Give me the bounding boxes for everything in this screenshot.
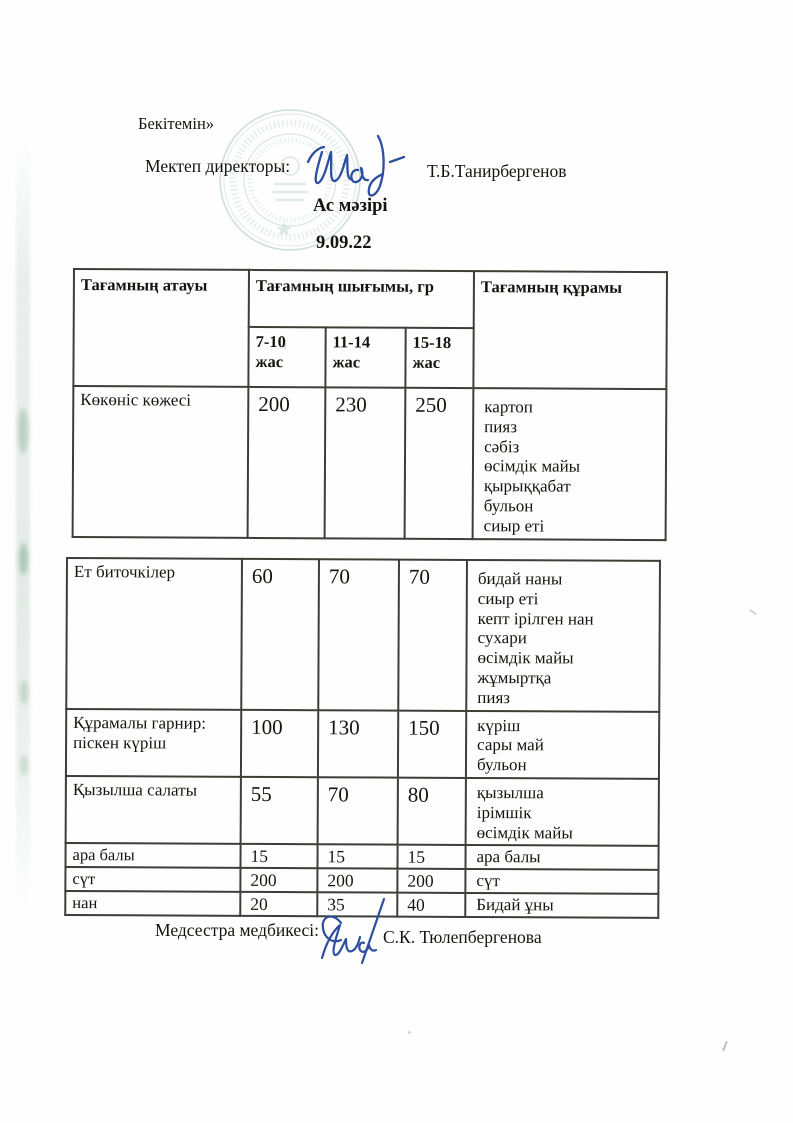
scan-speck xyxy=(722,1041,728,1051)
grams-7-10-cell: 200 xyxy=(240,868,317,892)
ingredients-cell: Бидай ұны xyxy=(465,893,658,918)
column-header-age-7-10: 7-10 жас xyxy=(248,327,325,387)
director-label: Мектеп директоры: xyxy=(145,156,291,176)
nurse-signature xyxy=(310,896,398,968)
ingredients-cell: ара балы xyxy=(465,845,658,870)
menu-table-header xyxy=(73,269,667,389)
ingredients-cell: бидай наны сиыр еті кепт ірілген нан сухари өсімдік майы жұмыртқа пияз xyxy=(466,560,660,712)
dish-name-cell: Қызылша салаты xyxy=(66,776,241,844)
scan-smudge xyxy=(18,408,28,454)
dish-name-cell: сүт xyxy=(65,867,240,892)
dish-name-cell: Көкөніс көжесі xyxy=(73,386,249,537)
column-header-output: Тағамның шығымы, гр xyxy=(249,270,474,328)
dish-name-cell: ара балы xyxy=(65,843,240,868)
column-header-age-15-18: 15-18 жас xyxy=(405,328,473,388)
menu-table-2 xyxy=(64,557,661,919)
grams-15-18-cell: 40 xyxy=(397,893,465,917)
column-header-composition: Тағамның құрамы xyxy=(473,271,667,389)
scan-edge-artifact xyxy=(16,140,30,910)
ingredients-cell: картоп пияз сәбіз өсімдік майы қырыққабат бульон сиыр еті xyxy=(473,388,667,540)
menu-row xyxy=(73,386,667,540)
grams-11-14-cell: 130 xyxy=(318,710,398,778)
ingredients-cell: қызылша ірімшік өсімдік майы xyxy=(466,778,659,846)
menu-row xyxy=(65,843,658,870)
director-name: Т.Б.Танирбергенов xyxy=(427,161,567,181)
menu-table-1-body xyxy=(73,386,667,540)
grams-15-18-cell: 150 xyxy=(398,710,466,778)
menu-row xyxy=(66,709,659,779)
menu-table-2-body xyxy=(65,558,660,918)
grams-15-18-cell: 80 xyxy=(398,778,466,846)
grams-15-18-cell: 250 xyxy=(405,388,474,539)
dish-name-cell: Құрамалы гарнир: піскен күріш xyxy=(66,709,241,777)
grams-11-14-cell: 15 xyxy=(317,845,397,869)
menu-row xyxy=(66,558,660,711)
grams-15-18-cell: 200 xyxy=(397,869,465,893)
grams-7-10-cell: 20 xyxy=(240,892,317,916)
grams-11-14-cell: 70 xyxy=(318,559,399,710)
approval-text: Бекітемін» xyxy=(138,114,215,133)
ingredients-cell: сүт xyxy=(465,869,658,894)
menu-table-1 xyxy=(72,268,668,541)
grams-15-18-cell: 15 xyxy=(397,845,465,869)
scan-smudge xyxy=(19,543,28,575)
document-date: 9.09.22 xyxy=(316,233,372,253)
menu-row xyxy=(65,867,658,894)
grams-7-10-cell: 60 xyxy=(241,559,319,710)
grams-11-14-cell: 230 xyxy=(325,387,406,538)
grams-11-14-cell: 200 xyxy=(317,869,397,893)
grams-11-14-cell: 70 xyxy=(318,777,398,845)
scan-smudge xyxy=(20,755,28,776)
grams-11-14-cell: 35 xyxy=(317,893,397,917)
grams-7-10-cell: 200 xyxy=(248,387,326,538)
column-header-age-11-14: 11-14 жас xyxy=(325,327,405,387)
ingredients-cell: күріш сары май бульон xyxy=(466,711,659,779)
scan-speck xyxy=(749,609,757,615)
dish-name-cell: Ет биточкілер xyxy=(66,558,242,709)
grams-7-10-cell: 15 xyxy=(240,844,317,868)
grams-7-10-cell: 100 xyxy=(241,709,318,777)
director-signature xyxy=(300,128,410,206)
grams-15-18-cell: 70 xyxy=(398,560,467,711)
nurse-label: Медсестра медбикесі: xyxy=(155,920,320,940)
scan-smudge xyxy=(20,680,28,704)
nurse-name: С.К. Тюлепбергенова xyxy=(383,927,542,947)
scan-speck xyxy=(408,1031,411,1034)
column-header-dish-name: Тағамның атауы xyxy=(73,269,249,387)
menu-row xyxy=(66,776,659,846)
document-title: Ас мәзірі xyxy=(313,196,388,216)
dish-name-cell: нан xyxy=(65,891,240,916)
grams-7-10-cell: 55 xyxy=(241,777,318,845)
